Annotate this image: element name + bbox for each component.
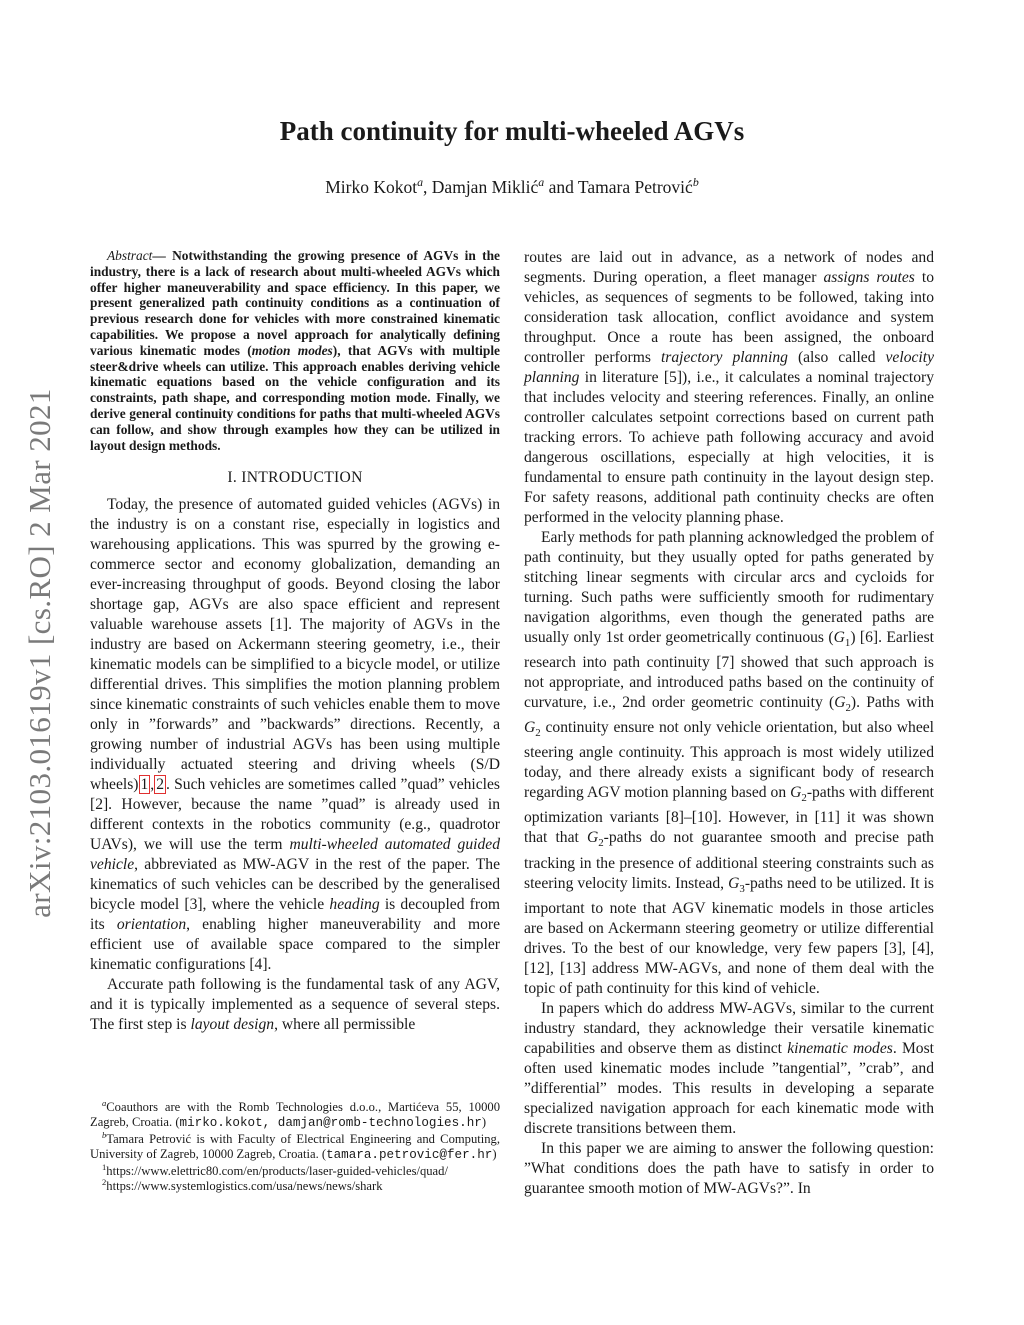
body-text: , enabling higher maneuverability and more efficient use of available space compared to the simpler kinematic configurations [4].	[90, 916, 500, 974]
body-text: to vehicles, as sequences of segments to be followed, taking into consideration task allocation, conflict avoidance and system throughput. Once a route has been assigned, the onboard controller performs	[524, 269, 934, 366]
emphasis-text: trajectory planning	[660, 349, 788, 366]
body-paragraph	[90, 975, 500, 1035]
abstract-text: ), that AGVs with multiple steer&drive wheels can utilize. This approach enables deriving vehicle kinematic equations based on the vehicle configuration and its constraints, path shape, and corresponding motion mode. Finally, we derive general continuity conditions for paths that multi-wheeled AGVs can follow, and show through examples how they can be utilized in layout design methods.	[90, 342, 500, 453]
body-text: -paths do not guarantee smooth and precise path tracking in the presence of additional steering constraints such as steering velocity limits. Instead,	[524, 829, 934, 892]
math-symbol	[790, 784, 807, 805]
arxiv-sidebar	[10, 348, 70, 958]
math-letter: G	[524, 719, 536, 737]
footnote-text: Coauthors are with the Romb Technologies d.o.o., Martićeva 55, 10000 Zagreb, Croatia. (	[90, 1100, 500, 1130]
math-subscript: 3	[739, 882, 745, 895]
body-paragraph	[524, 999, 934, 1139]
math-letter: G	[834, 694, 846, 712]
footnote-link[interactable]: 2	[156, 776, 164, 794]
footnote-mark: a	[102, 1097, 107, 1108]
footnotes	[90, 1097, 500, 1194]
math-letter: G	[728, 874, 740, 892]
body-text: continuity ensure not only vehicle orientation, but also wheel steering angle continuity. This approach is most widely utilized today, and there already exists a significant body of research regarding AGV motion planning based on	[524, 719, 934, 802]
email-text: mirko.kokot, damjan@romb-technologies.hr	[179, 1116, 482, 1131]
footnote-mark: b	[102, 1129, 107, 1140]
math-subscript: 2	[535, 727, 541, 740]
math-subscript: 2	[801, 792, 807, 805]
abstract-text: Notwithstanding the growing presence of AGVs in the industry, there is a lack of research about multi-wheeled AGVs which offer higher maneuverability and space efficiency. In this paper, we present generalized path continuity conditions as a continuation of previous research done for vehicles with more constrained kinematic capabilities. We propose a novel approach for analytically defining various kinematic modes (	[90, 248, 500, 358]
author-name: Tamara Petrović	[577, 177, 693, 197]
footnote-link[interactable]: 1	[140, 776, 149, 794]
footnote-mark: 2	[102, 1176, 107, 1187]
body-text: Early methods for path planning acknowledged the problem of path continuity, but they usually opted for paths generated by stitching linear segments with circular arcs and cycloids for turning. Such paths were sufficiently smooth for rudimentary navigation algorithms, even though the generated paths are usually only 1st order geometrically continuous (	[524, 529, 934, 646]
email-text: tamara.petrovic@fer.hr	[326, 1148, 493, 1163]
body-text: routes are laid out in advance, as a network of nodes and segments. During operation, a fleet manager	[524, 249, 934, 286]
footnote-url-1	[90, 1161, 500, 1179]
emphasis-text: assigns routes	[823, 269, 915, 286]
arxiv-identifier[interactable]: arXiv:2103.01619v1 [cs.RO] 2 Mar 2021	[22, 388, 57, 918]
footnote-text: )	[481, 1115, 487, 1130]
math-symbol	[834, 694, 851, 715]
body-paragraph	[524, 528, 934, 999]
emphasis-text: kinematic modes	[787, 1039, 893, 1057]
author-name: Mirko Kokot	[325, 177, 418, 197]
body-text: , where all permissible	[274, 1016, 416, 1034]
author-name: Damjan Miklić	[431, 177, 539, 197]
math-letter: G	[586, 829, 599, 847]
affiliation-mark: b	[692, 175, 699, 190]
paper-title: Path continuity for multi-wheeled AGVs	[279, 116, 745, 146]
affiliation-mark: a	[417, 175, 424, 190]
abstract	[90, 248, 500, 453]
body-text: Accurate path following is the fundamental task of any AGV, and it is typically implemented as a sequence of several steps. The first step is	[90, 976, 500, 1034]
footnote-text: Tamara Petrović is with Faculty of Electrical Engineering and Computing, University of Zagreb, 10000 Zagreb, Croatia. (	[90, 1131, 500, 1162]
footnote-separator: ,	[150, 776, 155, 794]
footnote-affiliation-b	[90, 1129, 500, 1164]
math-symbol	[586, 829, 604, 850]
emphasis-text: orientation	[116, 916, 187, 934]
author-line: Mirko Kokot$^a$, Damjan Miklić$^a$ and Tamara Petrović$^b$	[325, 175, 699, 197]
abstract-dash: —	[152, 248, 173, 263]
math-letter: G	[833, 629, 845, 646]
footnote-text: )	[492, 1147, 497, 1162]
body-text: ). Paths with	[850, 694, 934, 712]
footnote-mark: 1	[102, 1161, 107, 1172]
footnote-affiliation-a	[90, 1097, 500, 1132]
body-text: -paths need to be utilized. It is important to note that AGV kinematic models in those articles are based on Ackermann steering geometry or utilize differential drives. To the best of our knowledge, very few papers [3], [4], [12], [13] address MW-AGVs, and none of them deal with the topic of path continuity for this kind of vehicle.	[524, 874, 935, 997]
url-link[interactable]: https://www.elettric80.com/en/products/laser-guided-vehicles/quad/	[106, 1163, 448, 1178]
abstract-label: Abstract	[107, 248, 153, 263]
body-text: Today, the presence of automated guided vehicles (AGVs) in the industry is on a constant rise, especially in logistics and warehousing applications. This was spurred by the growing e-commerce sector and economy globalization, demanding an ever-increasing throughput of goods. Beyond closing the labor shortage gap, AGVs are also space efficient and represent valuable warehouse assets [1]. The majority of AGVs in the industry are based on Ackermann steering geometry, i.e., their kinematic models can be simplified to a bicycle model, or utilize differential drives. This simplifies the motion planning problem since kinematic constraints of such vehicles enable them to move only in ”forwards” and ”backwards” directions. Recently, a growing number of industrial AGVs has been using multiple individually actuated steering and driving wheels (S/D wheels)	[90, 496, 500, 794]
abstract-emphasis: motion modes	[251, 342, 333, 358]
body-text: in literature [5]), i.e., it calculates a nominal trajectory that includes velocity and steering references. Finally, an online controller calculates setpoint corrections based on current path tracking errors. To achieve path following accuracy and avoid dangerous oscillations, especially at high velocities, it is fundamental to ensure path continuity in the layout design step. For safety reasons, additional path continuity checks are often performed in the velocity planning phase.	[524, 369, 934, 526]
left-column	[90, 248, 500, 1035]
math-symbol	[728, 874, 745, 895]
body-text: . Most often used kinematic modes include ”tangential”, ”crab”, and ”differential” modes. This results in developing a separate specialized navigation approach for each kinematic mode with discrete transitions between them.	[524, 1039, 935, 1137]
body-paragraph	[524, 1139, 934, 1199]
footnote-url-2	[90, 1176, 500, 1194]
math-subscript: 1	[844, 637, 851, 650]
emphasis-text: multi-wheeled automated guided vehicle	[90, 836, 500, 874]
math-symbol	[524, 719, 541, 740]
body-text: In this paper we are aiming to answer the following question: ”What conditions does the path have to satisfy in order to guarantee smooth motion of MW-AGVs?”. In	[524, 1139, 934, 1197]
body-text: (also called	[787, 349, 886, 366]
math-subscript: 2	[598, 837, 604, 850]
section-heading: I. INTRODUCTION	[227, 469, 363, 487]
body-text: , abbreviated as MW-AGV in the rest of the paper. The kinematics of such vehicles can be described by the generalised bicycle model [3], where the vehicle	[90, 856, 500, 914]
url-link[interactable]: https://www.systemlogistics.com/usa/news/news/shark	[106, 1179, 383, 1194]
body-paragraph	[90, 495, 500, 975]
emphasis-text: heading	[329, 896, 380, 914]
math-letter: G	[790, 784, 802, 802]
body-text: is decoupled from its	[90, 896, 500, 934]
author-conjunction: and	[548, 177, 574, 197]
affiliation-mark: a	[538, 175, 545, 190]
body-text: -paths with different optimization variants [8]–[10]. However, in [11] it was shown that that	[524, 784, 934, 847]
math-subscript: 2	[845, 702, 851, 715]
body-paragraph	[524, 248, 934, 528]
body-text: ) [6]. Earliest research into path continuity [7] showed that such approach is not appropriate, and introduced paths based on the continuity of curvature, i.e., 2nd order geometric continuity (	[524, 629, 934, 712]
body-text: . Such vehicles are sometimes called ”quad” vehicles [2]. However, because the name ”quad” is already used in different contexts in the robotics community (e.g., quadrotor UAVs), we will use the term	[90, 776, 500, 854]
right-column	[524, 248, 934, 1199]
emphasis-text: velocity planning	[524, 349, 934, 386]
emphasis-text: layout design	[190, 1016, 275, 1034]
math-symbol	[833, 629, 851, 650]
body-text: In papers which do address MW-AGVs, similar to the current industry standard, they acknowledge their versatile kinematic capabilities and observe them as distinct	[524, 999, 934, 1057]
